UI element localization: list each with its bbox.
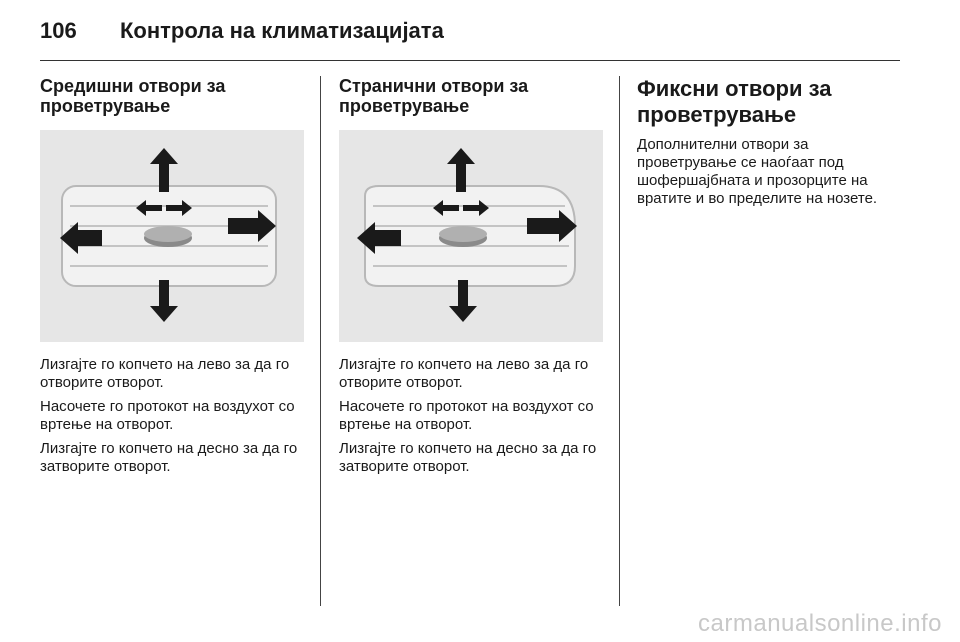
- vent-illustration-center: [40, 130, 304, 342]
- section-title-line: проветрување: [339, 96, 470, 116]
- section-title-line: Средишни отвори за: [40, 76, 226, 96]
- section-title-line: проветрување: [637, 102, 797, 127]
- section-title-line: Странични отвори за: [339, 76, 529, 96]
- page-header: [40, 18, 900, 48]
- section-fixed-vents: [637, 76, 907, 214]
- column-divider: [619, 76, 620, 606]
- section-title-line: Фиксни отвори за: [637, 76, 832, 101]
- watermark-site: carmanualsonline.info: [698, 610, 942, 637]
- column-divider: [320, 76, 321, 606]
- header-rule: [40, 60, 900, 61]
- paragraph: Насочете го протокот на воздухот со вртење на отворот.: [339, 398, 594, 433]
- paragraph: Дополнителни отвори за проветрување се наоѓаат под шофершајбната и прозорците на вратите и во пределите на нозете.: [637, 136, 878, 207]
- paragraph: Лизгајте го копчето на десно за да го затворите отворот.: [40, 440, 298, 475]
- paragraph: Лизгајте го копчето на лево за да го отворите отворот.: [40, 356, 290, 391]
- vent-illustration-side: [339, 130, 603, 342]
- section-center-vents: [40, 76, 304, 482]
- page-number: 106: [40, 18, 77, 43]
- section-side-vents: [339, 76, 603, 482]
- section-title: [40, 76, 304, 116]
- paragraph: Лизгајте го копчето на десно за да го затворите отворот.: [339, 440, 597, 475]
- paragraph: Лизгајте го копчето на лево за да го отворите отворот.: [339, 356, 589, 391]
- section-title: [339, 76, 603, 116]
- section-title-line: проветрување: [40, 96, 171, 116]
- section-title: [637, 76, 907, 128]
- header-title: Контрола на климатизацијата: [120, 18, 444, 43]
- paragraph: Насочете го протокот на воздухот со вртење на отворот.: [40, 398, 295, 433]
